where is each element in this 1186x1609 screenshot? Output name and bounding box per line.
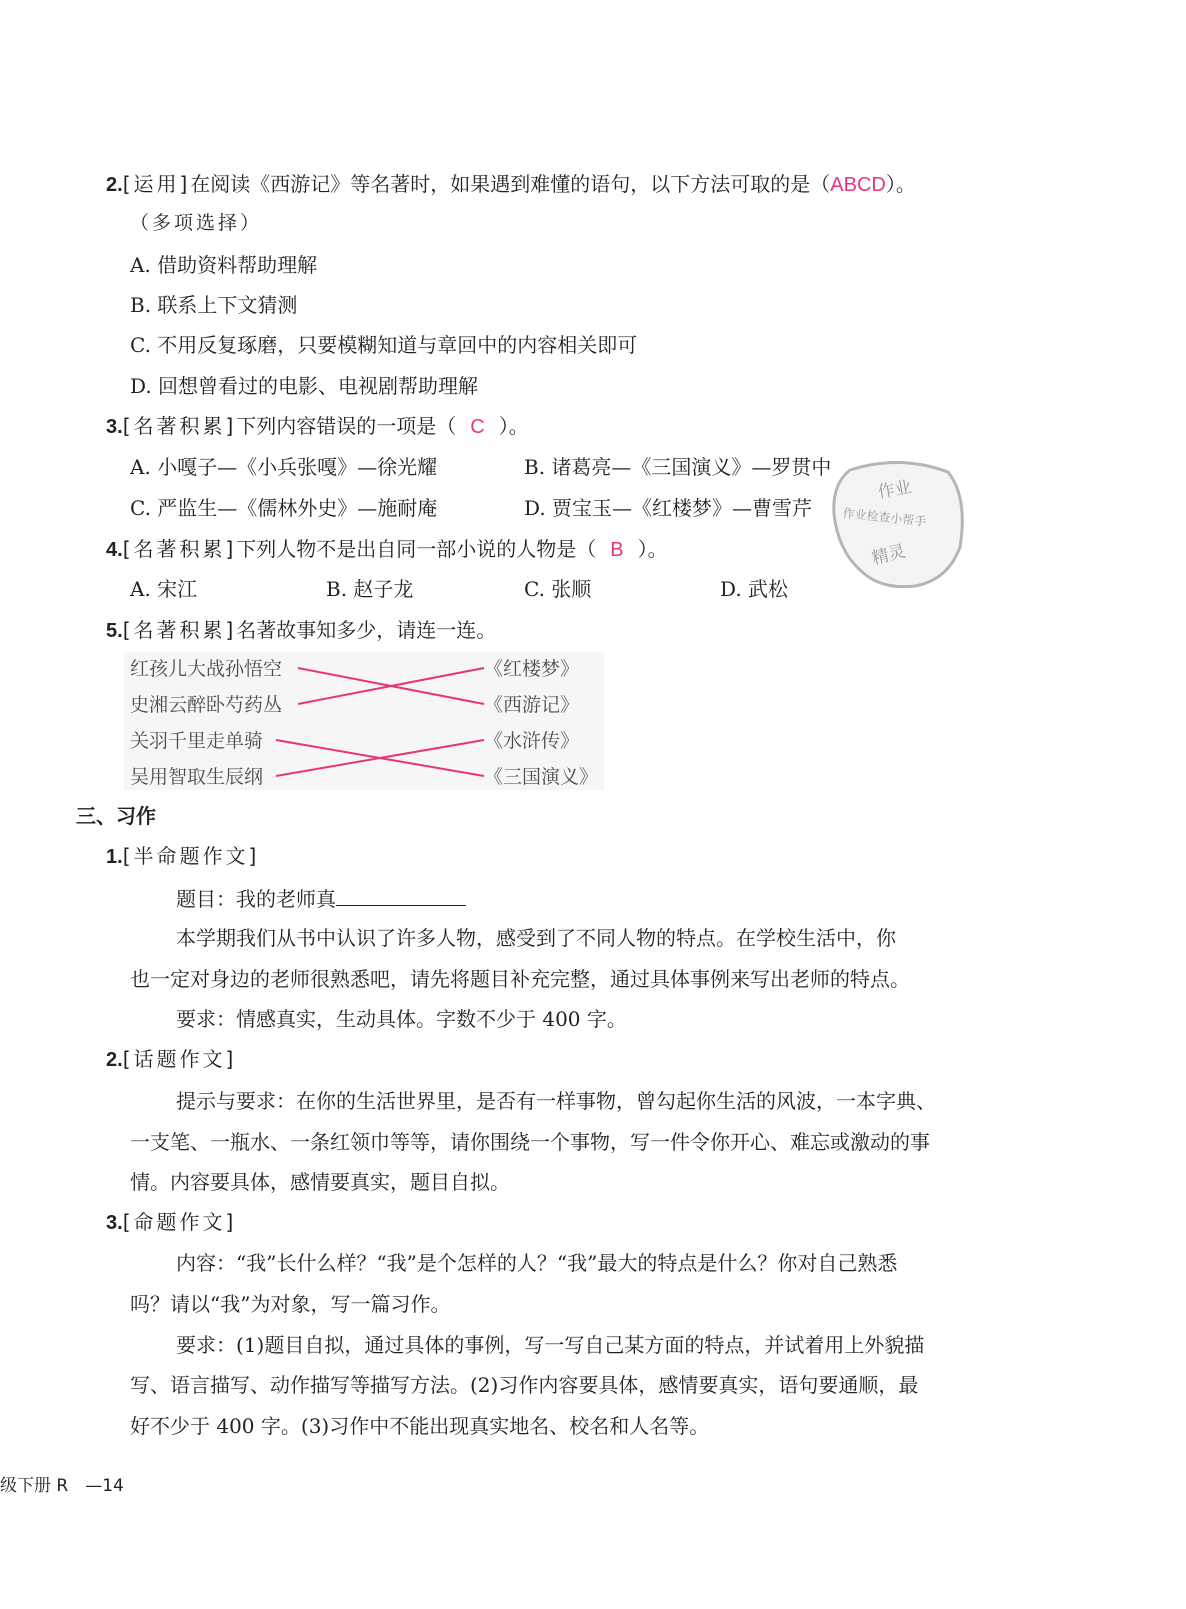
writing-1-title — [176, 887, 466, 909]
question-tag: [半命题作文] — [122, 844, 260, 868]
writing-1-paragraph-line-2: 也一定对身边的老师很熟悉吧，请先将题目补充完整，通过具体事例来写出老师的特点。 — [130, 967, 910, 991]
question-text: 在阅读《西游记》等名著时，如果遇到难懂的语句，以下方法可取的是（ — [190, 172, 831, 196]
match-left-item: 史湘云醉卧芍药丛 — [130, 694, 283, 716]
question-tag: [名著积累] — [122, 537, 237, 561]
question-tag: [话题作文] — [122, 1047, 237, 1071]
question-number: 4. — [106, 539, 123, 561]
writing-1-requirement: 要求：情感真实，生动具体。字数不少于 400 字。 — [176, 1007, 627, 1031]
option-c: C. 严监生—《儒林外史》—施耐庵 — [130, 496, 438, 520]
question-close: ）。 — [637, 537, 668, 561]
stamp-line-2: 作业检查小帮手 — [841, 506, 927, 529]
question-number: 2. — [106, 1049, 123, 1071]
question-text: 下列内容错误的一项是（ — [236, 414, 457, 438]
question-text: 下列人物不是出自同一部小说的人物是（ — [236, 537, 597, 561]
question-tag: [名著积累] — [122, 414, 237, 438]
answer-text: B — [610, 539, 624, 561]
writing-3-line-3: 要求：(1)题目自拟，通过具体的事例，写一写自己某方面的特点，并试着用上外貌描 — [176, 1333, 925, 1357]
option-d: D. 武松 — [720, 577, 789, 601]
question-number: 5. — [106, 620, 123, 642]
page-footer: 级下册 R —14 — [0, 1476, 124, 1496]
option-b: B. 联系上下文猜测 — [130, 293, 298, 317]
option-c: C. 张顺 — [524, 577, 592, 601]
writing-2-header — [106, 1049, 236, 1070]
writing-1-header — [106, 846, 259, 867]
option-a: A. 宋江 — [130, 577, 198, 601]
option-b: B. 诸葛亮—《三国演义》—罗贯中 — [524, 455, 832, 479]
match-right-item: 《三国演义》 — [484, 766, 599, 788]
question-close: ）。 — [885, 172, 916, 196]
writing-3-line-4: 写、语言描写、动作描写等描写方法。(2)习作内容要具体，感情要真实，语句要通顺，最 — [130, 1373, 919, 1397]
writing-1-paragraph-line-1: 本学期我们从书中认识了许多人物，感受到了不同人物的特点。在学校生活中，你 — [176, 926, 896, 950]
title-blank[interactable] — [336, 887, 466, 906]
match-right-item: 《红楼梦》 — [484, 658, 580, 680]
question-number: 2. — [106, 174, 123, 196]
question-number: 3. — [106, 416, 123, 438]
title-text: 题目：我的老师真 — [176, 887, 336, 911]
question-tag: [运用] — [122, 172, 191, 196]
option-c: C. 不用反复琢磨，只要模糊知道与章回中的内容相关即可 — [130, 333, 638, 357]
match-left-item: 红孩儿大战孙悟空 — [130, 658, 283, 680]
option-a: A. 小嘎子—《小兵张嘎》—徐光耀 — [130, 455, 438, 479]
answer-text: C — [470, 416, 485, 438]
writing-3-line-5: 好不少于 400 字。(3)习作中不能出现真实地名、校名和人名等。 — [130, 1414, 710, 1438]
stamp-line-3: 精灵 — [869, 541, 908, 570]
question-note: （多项选择） — [130, 212, 263, 234]
match-right-item: 《西游记》 — [484, 694, 580, 716]
question-text: 名著故事知多少，请连一连。 — [236, 618, 497, 642]
option-a: A. 借助资料帮助理解 — [130, 253, 318, 277]
writing-2-line-3: 情。内容要具体，感情要真实，题目自拟。 — [130, 1170, 510, 1194]
writing-2-line-1: 提示与要求：在你的生活世界里，是否有一样事物，曾勾起你生活的风波，一本字典、 — [176, 1089, 936, 1113]
section-heading: 三、习作 — [76, 804, 156, 828]
question-number: 3. — [106, 1212, 123, 1234]
question-tag: [命题作文] — [122, 1210, 237, 1234]
option-b: B. 赵子龙 — [326, 577, 414, 601]
match-left-item: 关羽千里走单骑 — [130, 730, 264, 752]
answer-text: ABCD — [830, 174, 886, 196]
writing-3-line-1: 内容：“我”长什么样？“我”是个怎样的人？“我”最大的特点是什么？你对自己熟悉 — [176, 1251, 898, 1275]
question-number: 1. — [106, 846, 123, 868]
option-d: D. 贾宝玉—《红楼梦》—曹雪芹 — [524, 496, 813, 520]
writing-3-line-2: 吗？请以“我”为对象，写一篇习作。 — [130, 1292, 451, 1316]
match-left-item: 吴用智取生辰纲 — [130, 766, 264, 788]
writing-2-line-2: 一支笔、一瓶水、一条红领巾等等，请你围绕一个事物，写一件令你开心、难忘或激动的事 — [130, 1130, 930, 1154]
question-tag: [名著积累] — [122, 618, 237, 642]
match-right-item: 《水浒传》 — [484, 730, 580, 752]
question-close: ）。 — [498, 414, 529, 438]
writing-3-header — [106, 1212, 236, 1233]
option-d: D. 回想曾看过的电影、电视剧帮助理解 — [130, 374, 479, 398]
stamp-line-1: 作业 — [876, 477, 914, 503]
